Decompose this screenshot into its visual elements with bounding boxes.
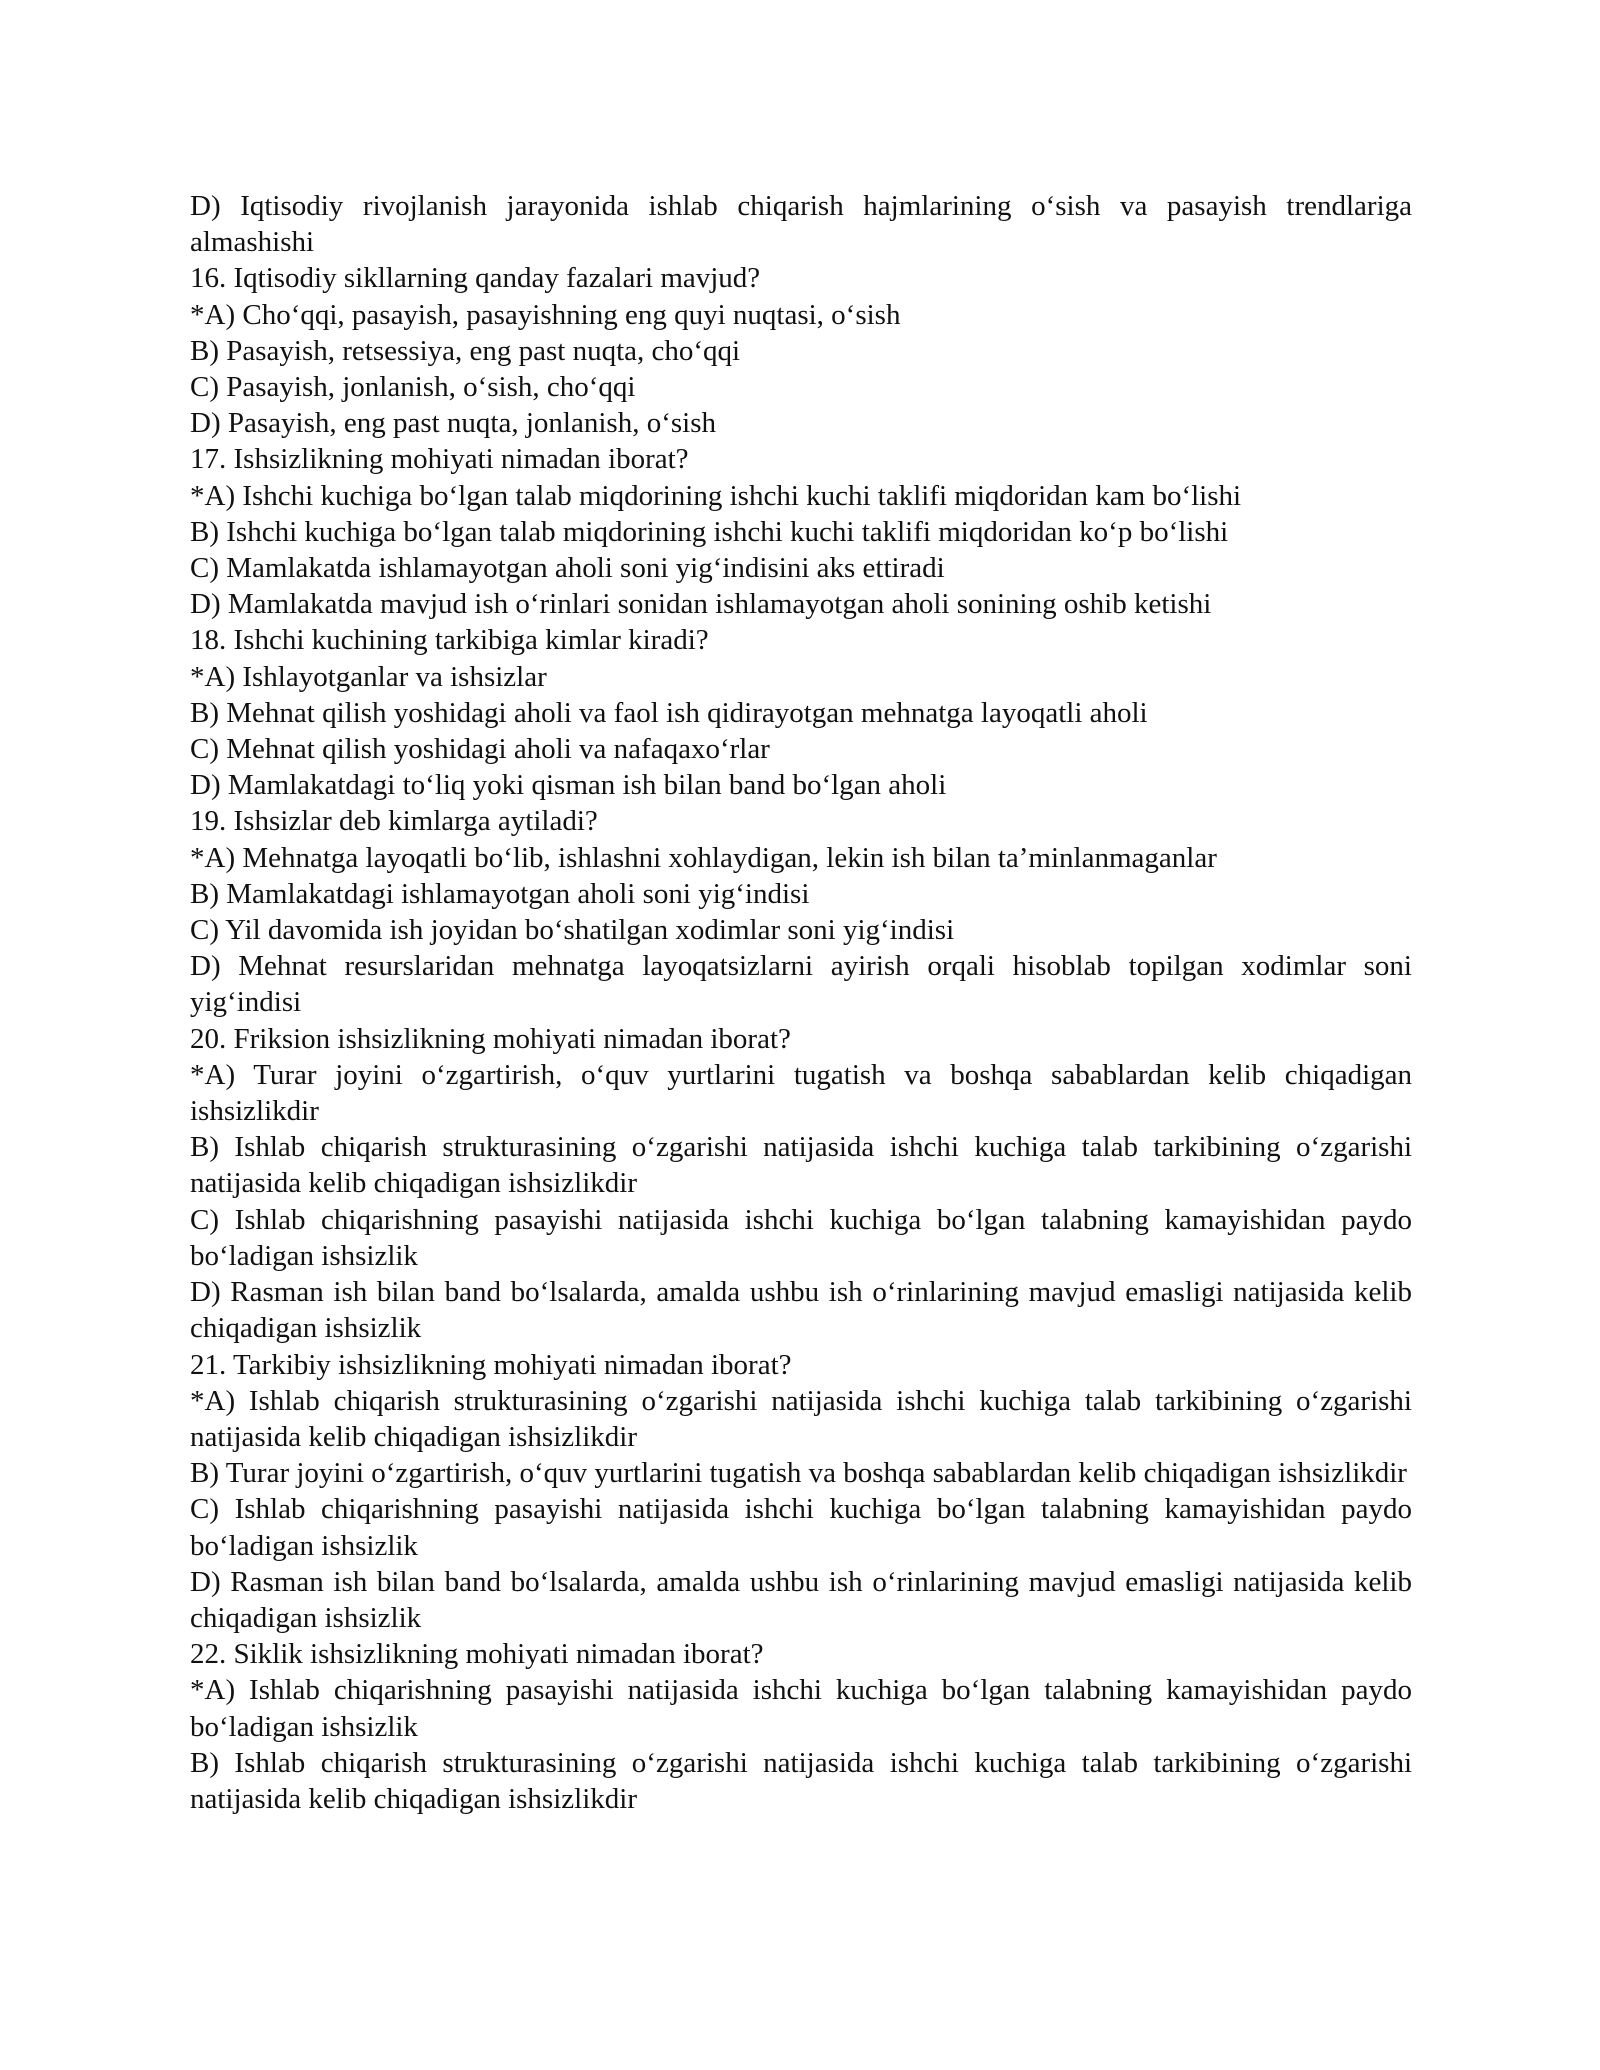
answer-option: D) Iqtisodiy rivojlanish jarayonida ishlab chiqarish hajmlarining o‘sish va pasayish trendlariga almashishi <box>190 190 1412 259</box>
answer-option: B) Ishlab chiqarish strukturasining o‘zgarishi natijasida ishchi kuchiga talab tarkibining o‘zgarishi natijasida kelib chiqadigan ishsizlikdir <box>190 1746 1412 1815</box>
question-22: 22. Siklik ishsizlikning mohiyati nimadan iborat? <box>190 1638 764 1671</box>
answer-option: D) Mehnat resurslaridan mehnatga layoqatsizlarni ayirish orqali hisoblab topilgan xodimlar soni yig‘indisi <box>190 950 1412 1019</box>
question-19: 19. Ishsizlar deb kimlarga aytiladi? <box>190 805 598 838</box>
answer-option: D) Rasman ish bilan band bo‘lsalarda, amalda ushbu ish o‘rinlarining mavjud emasligi natijasida kelib chiqadigan ishsizlik <box>190 1276 1412 1345</box>
answer-option: B) Pasayish, retsessiya, eng past nuqta, cho‘qqi <box>190 334 741 367</box>
answer-option: B) Ishchi kuchiga bo‘lgan talab miqdorining ishchi kuchi taklifi miqdoridan ko‘p bo‘lishi <box>190 515 1229 548</box>
answer-option: B) Mehnat qilish yoshidagi aholi va faol ish qidirayotgan mehnatga layoqatli aholi <box>190 696 1148 729</box>
answer-option: C) Ishlab chiqarishning pasayishi natijasida ishchi kuchiga bo‘lgan talabning kamayishidan paydo bo‘ladigan ishsizlik <box>190 1493 1412 1562</box>
question-21: 21. Tarkibiy ishsizlikning mohiyati nimadan iborat? <box>190 1348 792 1381</box>
answer-option-correct: *A) Ishchi kuchiga bo‘lgan talab miqdorining ishchi kuchi taklifi miqdoridan kam bo‘lishi <box>190 479 1242 512</box>
question-16: 16. Iqtisodiy sikllarning qanday fazalari mavjud? <box>190 262 761 295</box>
answer-option: D) Rasman ish bilan band bo‘lsalarda, amalda ushbu ish o‘rinlarining mavjud emasligi natijasida kelib chiqadigan ishsizlik <box>190 1565 1412 1634</box>
answer-option-correct: *A) Ishlab chiqarishning pasayishi natijasida ishchi kuchiga bo‘lgan talabning kamayishidan paydo bo‘ladigan ishsizlik <box>190 1674 1412 1743</box>
answer-option: C) Mehnat qilish yoshidagi aholi va nafaqaxo‘rlar <box>190 733 770 766</box>
answer-option: B) Turar joyini o‘zgartirish, o‘quv yurtlarini tugatish va boshqa sabablardan kelib chiqadigan ishsizlikdir <box>190 1457 1407 1490</box>
answer-option: C) Mamlakatda ishlamayotgan aholi soni yig‘indisini aks ettiradi <box>190 552 945 585</box>
document-body <box>190 188 1412 1817</box>
answer-option: D) Pasayish, eng past nuqta, jonlanish, o‘sish <box>190 407 716 440</box>
answer-option-correct: *A) Mehnatga layoqatli bo‘lib, ishlashni xohlaydigan, lekin ish bilan ta’minlanmaganlar <box>190 841 1217 874</box>
answer-option: C) Yil davomida ish joyidan bo‘shatilgan xodimlar soni yig‘indisi <box>190 914 955 947</box>
answer-option-correct: *A) Turar joyini o‘zgartirish, o‘quv yurtlarini tugatish va boshqa sabablardan kelib chiqadigan ishsizlikdir <box>190 1058 1412 1128</box>
question-18: 18. Ishchi kuchining tarkibiga kimlar kiradi? <box>190 624 709 657</box>
answer-option: B) Mamlakatdagi ishlamayotgan aholi soni yig‘indisi <box>190 877 810 910</box>
answer-option-correct: *A) Cho‘qqi, pasayish, pasayishning eng quyi nuqtasi, o‘sish <box>190 298 901 331</box>
answer-option: C) Pasayish, jonlanish, o‘sish, cho‘qqi <box>190 371 636 404</box>
answer-option-correct: *A) Ishlayotganlar va ishsizlar <box>190 660 547 693</box>
answer-option: D) Mamlakatda mavjud ish o‘rinlari sonidan ishlamayotgan aholi sonining oshib ketishi <box>190 588 1212 621</box>
answer-option-correct: *A) Ishlab chiqarish strukturasining o‘zgarishi natijasida ishchi kuchiga talab tarkibining o‘zgarishi natijasida kelib chiqadigan ishsizlikdir <box>190 1384 1412 1453</box>
answer-option: C) Ishlab chiqarishning pasayishi natijasida ishchi kuchiga bo‘lgan talabning kamayishidan paydo bo‘ladigan ishsizlik <box>190 1203 1412 1272</box>
answer-option: D) Mamlakatdagi to‘liq yoki qisman ish bilan band bo‘lgan aholi <box>190 769 947 802</box>
question-17: 17. Ishsizlikning mohiyati nimadan iborat? <box>190 443 689 476</box>
question-20: 20. Friksion ishsizlikning mohiyati nimadan iborat? <box>190 1022 791 1055</box>
answer-option: B) Ishlab chiqarish strukturasining o‘zgarishi natijasida ishchi kuchiga talab tarkibining o‘zgarishi natijasida kelib chiqadigan ishsizlikdir <box>190 1131 1412 1200</box>
